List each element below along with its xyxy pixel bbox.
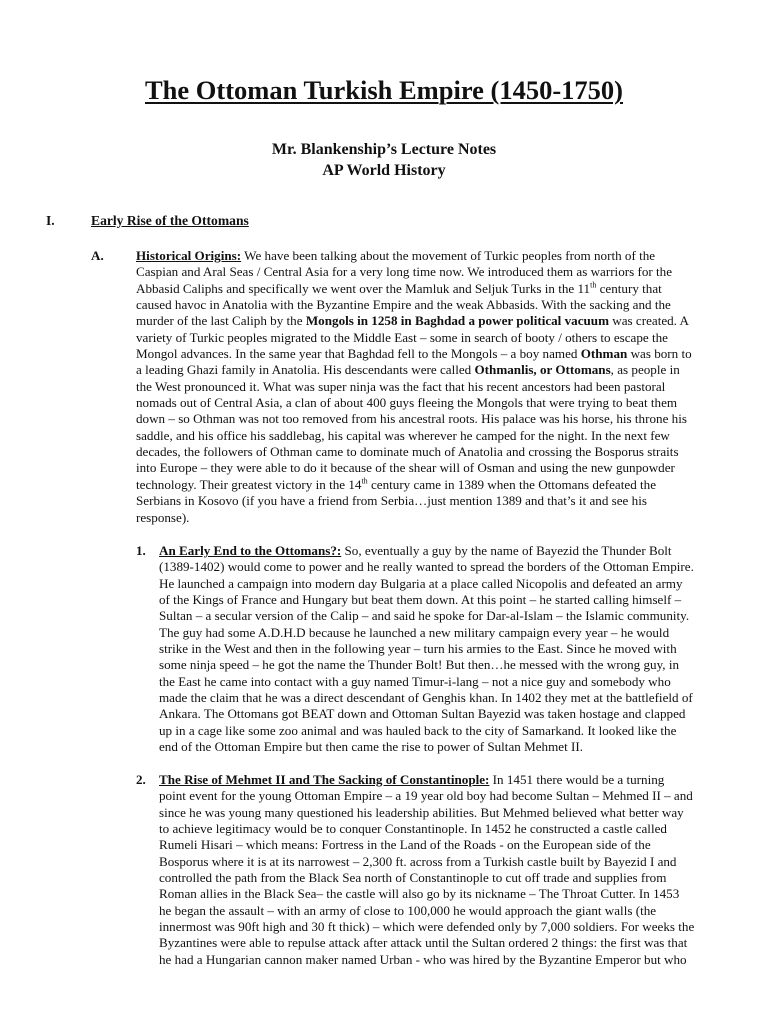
paragraph-line: some ninja speed – he got the name the Thunder Bolt! But then…he messed with the wrong guy, in: [159, 657, 680, 673]
paragraph-line: Sultan – a secular version of the Calip – and said he spoke for Dar-al-Islam – the Islamic community.: [159, 608, 690, 624]
paragraph-line: he had a Hungarian cannon maker named Urban - who was hired by the Byzantine Emperor but who: [159, 951, 687, 967]
line-text: decades, the followers of Othman came to dominate much of Anatolia and crossing the Bosporus straits: [136, 444, 679, 460]
paragraph-line: the East he came into contact with a guy named Timur-i-lang – not a nice guy and somebody who: [159, 673, 671, 689]
paragraph-line: Byzantines were able to repulse attack after attack until the Sultan ordered 2 things: the first was that: [159, 935, 688, 951]
item-1-label: 1.: [136, 543, 146, 558]
paragraph-line: [136, 510, 726, 526]
paragraph-line: innermost was 90ft high and 30 ft thick) – which were defended only by 7,000 soldiers. For weeks the: [159, 919, 695, 935]
line-text: variety of Turkic peoples migrated to the Middle East – some in search of booty / others to escape the: [136, 329, 668, 345]
paragraph-line: to achieve legitimacy would be to conquer Constantinople. In 1452 he constructed a castle called: [159, 821, 667, 837]
subsection-a-paragraph: [136, 248, 726, 526]
paragraph-line: Roman allies in the Black Sea– the castle will also go by its nickname – The Throat Cutter. In 1453: [159, 886, 680, 902]
paragraph-line: [136, 264, 726, 280]
line-text: down – so Othman was not too removed from his ancestral roots. His palace was his horse, his throne his: [136, 411, 687, 427]
item-2-label: 2.: [136, 772, 146, 787]
paragraph-line: of the Kings of France and Hungary but beat them down. At this point – he started calling himself –: [159, 592, 682, 608]
subsection-a-heading: Historical Origins:: [136, 248, 242, 263]
paragraph-line: [136, 281, 726, 297]
item-2-paragraph: [159, 772, 727, 968]
line-text: In 1451 there would be a turning: [489, 772, 665, 787]
paragraph-line: up in a cage like some zoo animal and was hauled back to the city of Samarkand. It looked like the: [159, 722, 677, 738]
paragraph-line: The guy had some A.D.H.D because he launched a new military campaign every year – he would: [159, 624, 670, 640]
line-text: century that: [596, 280, 662, 296]
paragraph-line: made the claim that he was a direct descendant of Genghis khan. In 1402 they met at the battlefield of: [159, 690, 693, 706]
line-text: was born to: [627, 346, 692, 362]
line-text: Serbians in Kosovo (if you have a friend from Serbia…just mention 1389 and that’s it and see his: [136, 493, 647, 509]
line-text: Caspian and Aral Seas / Central Asia for a very long time now. We introduced them as warriors for the: [136, 264, 673, 280]
line-text: response).: [136, 509, 190, 525]
paragraph-line: [136, 362, 726, 378]
paragraph-line: strike in the West and then in the following year – turn his armies to the East. Since he moved with: [159, 641, 677, 657]
paragraph-line: He launched a campaign into modern day Bulgaria at a place called Nicopolis and defeated an army: [159, 575, 683, 591]
bold-phrase: Othmanlis, or Ottomans: [474, 362, 611, 378]
lecture-notes-subtitle: Mr. Blankenship’s Lecture Notes: [271, 141, 497, 158]
paragraph-line: [136, 330, 726, 346]
item-1-paragraph: [159, 543, 727, 755]
subsection-a-label: A.: [91, 248, 104, 263]
paragraph-line: [136, 493, 726, 509]
paragraph-line: end of the Ottoman Empire but then came the rise to power of Sultan Mehmet II.: [159, 739, 583, 755]
bold-phrase: Mongols in 1258 in Baghdad a power political vacuum: [305, 313, 609, 329]
bold-phrase: Othman: [580, 346, 628, 362]
item-1-heading: An Early End to the Ottomans?:: [159, 543, 342, 558]
paragraph-line: (1389-1402) would come to power and he really wanted to spread the borders of the Ottoman Empire.: [159, 559, 694, 575]
paragraph-line: [136, 460, 726, 476]
course-subtitle: AP World History: [322, 162, 446, 179]
paragraph-line: [136, 313, 726, 329]
line-text: We have been talking about the movement of Turkic peoples from north of the: [241, 248, 656, 263]
paragraph-line: [136, 428, 726, 444]
line-text: Abbasid Caliphs and specifically we went over the Mamluk and Seljuk Turks in the 11: [136, 280, 591, 296]
line-text: nomads out of Central Asia, a clan of about 400 guys fleeing the Mongols that were trying to beat them: [136, 395, 678, 411]
paragraph-line: [136, 297, 726, 313]
paragraph-line: Ankara. The Ottomans got BEAT down and Ottoman Sultan Bayezid was taken hostage and clapped: [159, 706, 686, 722]
paragraph-line: Rumeli Hisari – which means: Fortress in the Land of the Roads - on the European side of the: [159, 837, 651, 853]
paragraph-line: since he was young many questioned his leadership abilities. But Mehmed believed what better way: [159, 804, 684, 820]
line-text: Mongol advances. In the same year that Baghdad fell to the Mongols – a boy named: [136, 346, 581, 362]
line-text: murder of the last Caliph by the: [136, 313, 306, 329]
line-text: saddle, and his office his saddlebag, his capital was wherever he camped for the night. In the next few: [136, 427, 670, 443]
paragraph-line: [136, 444, 726, 460]
paragraph-line: [159, 772, 727, 788]
line-text: into Europe – they were able to do it because of the shear will of Osman and using the new gunpowder: [136, 460, 675, 476]
line-text: technology. Their greatest victory in the 14: [136, 476, 362, 492]
paragraph-line: point event for the young Ottoman Empire – a 19 year old boy had become Sultan – Mehmed II – and: [159, 788, 693, 804]
paragraph-line: [159, 543, 727, 559]
superscript: th: [590, 280, 597, 290]
line-text: , as people in: [610, 362, 680, 378]
line-text: was created. A: [608, 313, 689, 329]
paragraph-line: Bosporus where it is at its narrowest – 2,300 ft. across from a Turkish castle built by Bayezid I and: [159, 853, 677, 869]
superscript: th: [361, 476, 368, 486]
line-text: So, eventually a guy by the name of Bayezid the Thunder Bolt: [341, 543, 672, 558]
line-text: the West pronounced it. What was super ninja was the fact that his recent ancestors had been pastoral: [136, 378, 666, 394]
line-text: caused havoc in Anatolia with the Byzantine Empire and the weak Abbasids. With the sacking and the: [136, 297, 671, 313]
line-text: century came in 1389 when the Ottomans defeated the: [367, 476, 657, 492]
document-title: The Ottoman Turkish Empire (1450-1750): [144, 75, 624, 105]
paragraph-line: [136, 379, 726, 395]
paragraph-line: he began the assault – with an army of close to 100,000 he would approach the giant walls (the: [159, 902, 657, 918]
section-number: I.: [46, 213, 55, 228]
paragraph-line: [136, 477, 726, 493]
paragraph-line: [136, 395, 726, 411]
item-2-heading: The Rise of Mehmet II and The Sacking of Constantinople:: [159, 772, 490, 787]
paragraph-line: controlled the path from the Black Sea north of Constantinople to cut off trade and supplies from: [159, 870, 667, 886]
line-text: a leading Ghazi family in Anatolia. His descendants were called: [136, 362, 475, 378]
paragraph-line: [136, 248, 726, 264]
paragraph-line: [136, 411, 726, 427]
paragraph-line: [136, 346, 726, 362]
section-title: Early Rise of the Ottomans: [91, 213, 249, 228]
